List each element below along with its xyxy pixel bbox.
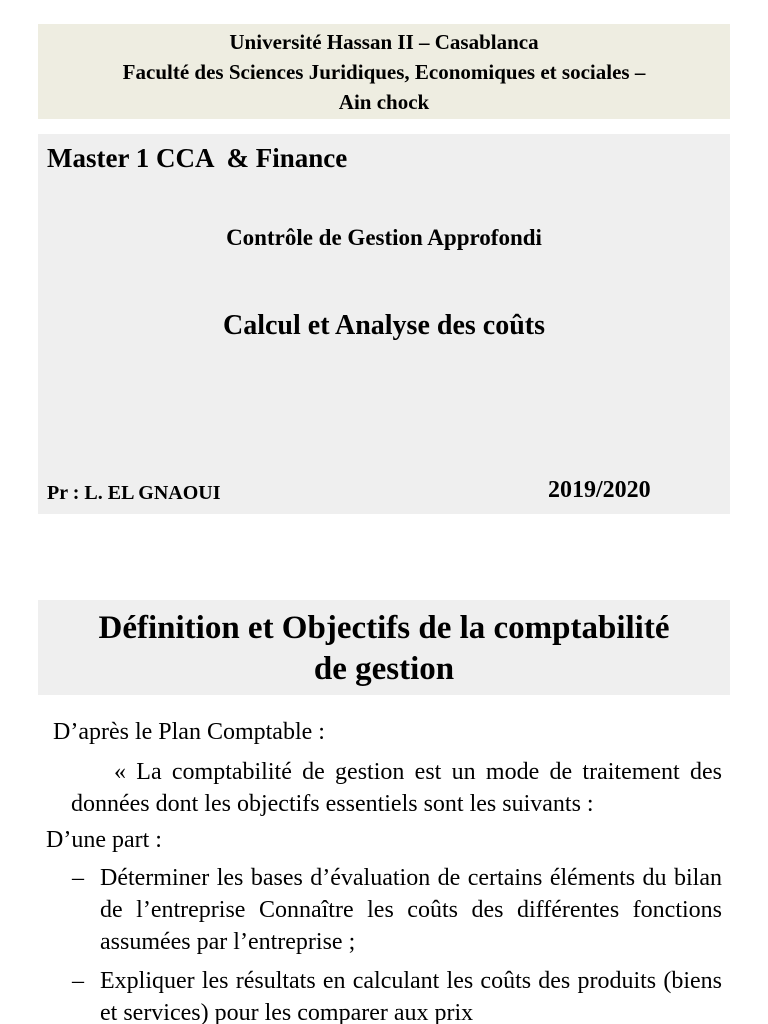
faculty-campus: Ain chock bbox=[338, 90, 430, 114]
bullet-dash-icon: – bbox=[72, 865, 84, 891]
university-header bbox=[38, 24, 730, 119]
section-body bbox=[46, 716, 722, 1024]
list-item-text: Expliquer les résultats en calculant les coûts des produits (biens et services) pour les comparer aux prix bbox=[100, 968, 722, 1024]
academic-year: 2019/2020 bbox=[548, 477, 651, 503]
university-name: Université Hassan II – Casablanca bbox=[229, 30, 539, 54]
professor-name: Pr : L. EL GNAOUI bbox=[47, 482, 221, 504]
list-item bbox=[46, 862, 722, 958]
faculty-name: Faculté des Sciences Juridiques, Economiques et sociales – bbox=[122, 60, 646, 84]
title-slide bbox=[38, 134, 730, 514]
list-item-text: Déterminer les bases d’évaluation de certains éléments du bilan de l’entreprise Connaître les coûts des différentes fonctions assumées par l’entreprise ; bbox=[100, 865, 722, 955]
section-title-line-2: de gestion bbox=[313, 651, 455, 687]
section-title bbox=[38, 600, 730, 695]
list-item bbox=[46, 965, 722, 1024]
bullet-dash-icon: – bbox=[72, 968, 84, 994]
section-title-line-1: Définition et Objectifs de la comptabilité bbox=[98, 610, 670, 646]
program-title: Master 1 CCA & Finance bbox=[47, 143, 348, 173]
course-title: Contrôle de Gestion Approfondi bbox=[226, 225, 542, 250]
quote-paragraph: « La comptabilité de gestion est un mode de traitement des données dont les objectifs essentiels sont les suivants : bbox=[71, 759, 722, 817]
topic-title: Calcul et Analyse des coûts bbox=[223, 310, 545, 341]
part-label: D’une part : bbox=[46, 827, 162, 853]
intro-paragraph: D’après le Plan Comptable : bbox=[53, 719, 325, 745]
